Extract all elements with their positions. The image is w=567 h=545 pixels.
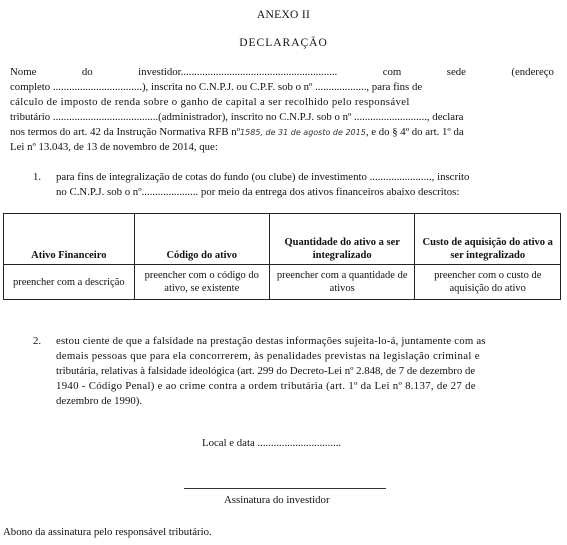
handwritten-date: 1585, de 31 de agosto de 2015 [240,128,366,137]
item-2-line-1: estou ciente de que a falsidade na prestação destas informações sujeita-lo-á, juntamente com as [56,335,486,347]
intro-word: do [81,66,93,78]
item-2-line-2: demais pessoas que para ela concorrerem, às penalidades previstas na legislação criminal e [56,350,480,362]
intro-line-2: completo .................................), inscrita no C.N.P.J. ou C.P.F. sob o nº ..................., para fins de [10,81,423,93]
item-1-line-1: para fins de integralização de cotas do fundo (ou clube) de investimento ......................., inscrito [56,171,470,183]
table-header-cell: Custo de aquisição do ativo a ser integralizado [415,214,561,265]
intro-line-1 [10,66,554,78]
intro-word: sede [446,66,466,78]
annex-title: ANEXO II [256,9,311,21]
item-2-line-3: tributária, relativas à falsidade ideológica (art. 299 do Decreto-Lei nº 2.848, de 7 de dezembro de [56,365,476,377]
table-cell: preencher com a quantidade de ativos [269,265,415,300]
intro-word: (endereço [511,66,554,78]
intro-line-3: cálculo de imposto de renda sobre o ganho de capital a ser recolhido pelo responsável [10,96,410,108]
table-header-cell: Quantidade do ativo a ser integralizado [269,214,415,265]
item-1-line-2: no C.N.P.J. sob o nº..................... por meio da entrega dos ativos financeiros abaixo descritos: [56,186,460,198]
table-row [4,265,561,300]
document-title: DECLARAÇÃO [239,37,328,49]
table-header-cell: Código do ativo [134,214,269,265]
intro-line-5-end: , e do § 4º do art. 1º da [365,126,464,138]
table-cell: preencher com o código do ativo, se existente [134,265,269,300]
item-1-number: 1. [33,171,42,183]
abono-text: Abono da assinatura pelo responsável tributário. [3,526,212,538]
table-header-row [4,214,561,265]
intro-word: Nome [10,66,37,78]
item-2-number: 2. [33,335,42,347]
table-cell: preencher com o custo de aquisição do ativo [415,265,561,300]
intro-line-5-start: nos termos do art. 42 da Instrução Normativa RFB nº [10,126,241,138]
intro-word: investidor.......................................................... [138,66,338,78]
intro-line-6: Lei nº 13.043, de 13 de novembro de 2014, que: [10,141,218,153]
assets-table [3,213,561,300]
signature-label: Assinatura do investidor [224,494,330,506]
intro-word: com [382,66,402,78]
item-2-line-5: dezembro de 1990). [56,395,143,407]
intro-line-4: tributário .......................................(administrador), inscrito no C.N.P.J. sob o nº ..........................., declara [10,111,464,123]
place-date-line: Local e data ............................... [202,437,342,449]
table-header-cell: Ativo Financeiro [4,214,135,265]
intro-line-5 [10,126,464,138]
item-2-line-4: 1940 - Código Penal) e ao crime contra a ordem tributária (art. 1º da Lei nº 8.137, de 27 de [56,380,476,392]
table-cell: preencher com a descrição [4,265,135,300]
signature-line [184,488,386,489]
